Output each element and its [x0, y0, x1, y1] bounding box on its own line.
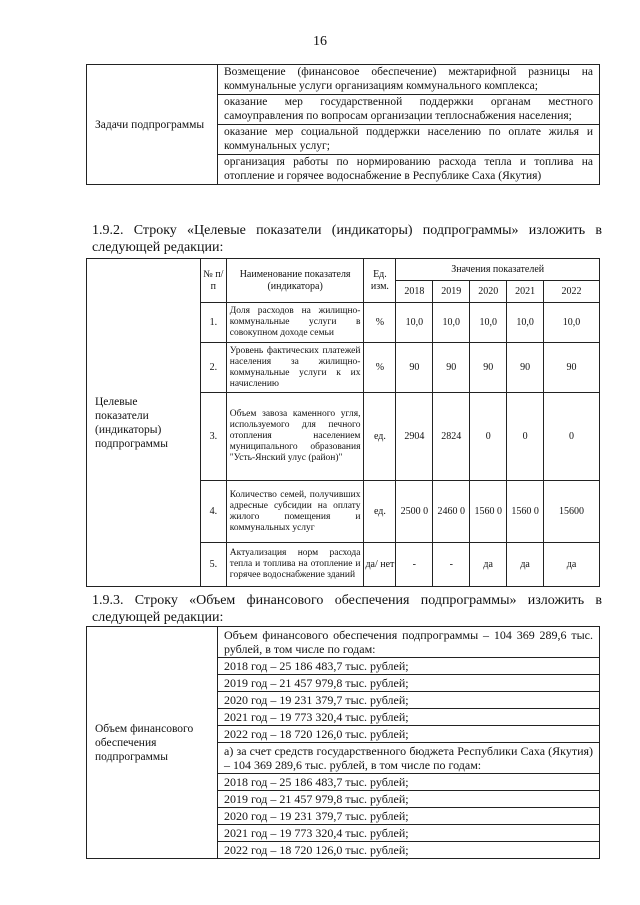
row-value: 0	[544, 393, 600, 481]
row-unit: да/ нет	[364, 543, 396, 587]
task-item: Возмещение (финансовое обеспечение) межтарифной разницы на коммунальные услуги организациям коммунального комплекса;	[218, 65, 599, 95]
row-value: 10,0	[544, 303, 600, 343]
col-num-header: № п/п	[200, 259, 226, 303]
row-name: Количество семей, получивших адресные субсидии на оплату жилого помещения и коммунальных услуг	[226, 481, 364, 543]
row-unit: ед.	[364, 481, 396, 543]
col-values-header: Значения показателей	[396, 259, 600, 281]
row-name: Уровень фактических платежей населения за жилищно-коммунальные услуги к их начислению	[226, 343, 364, 393]
year-header: 2018	[396, 281, 433, 303]
row-value: 90	[507, 343, 544, 393]
task-item: оказание мер государственной поддержки органам местного самоуправления по вопросам организации теплоснабжения населения;	[218, 95, 599, 125]
finance-table	[86, 626, 600, 859]
indicators-label: Целевые показатели (индикаторы) подпрограммы	[87, 259, 201, 587]
row-value: 2500 0	[396, 481, 433, 543]
tasks-list	[218, 65, 600, 185]
row-value: -	[433, 543, 470, 587]
row-value: 10,0	[433, 303, 470, 343]
finance-line: а) за счет средств государственного бюджета Республики Саха (Якутия) – 104 369 289,6 тыс. рублей, в том числе по годам:	[218, 743, 599, 774]
section-heading-193: 1.9.3. Строку «Объем финансового обеспечения подпрограммы» изложить в следующей редакции:	[92, 593, 602, 625]
row-value: 2904	[396, 393, 433, 481]
year-header: 2022	[544, 281, 600, 303]
row-value: 90	[396, 343, 433, 393]
task-item: оказание мер социальной поддержки населению по оплате жилья и коммунальных услуг;	[218, 125, 599, 155]
row-unit: %	[364, 303, 396, 343]
row-value: 15600	[544, 481, 600, 543]
row-num: 5.	[200, 543, 226, 587]
row-value: да	[507, 543, 544, 587]
row-num: 1.	[200, 303, 226, 343]
row-value: 1560 0	[470, 481, 507, 543]
row-num: 4.	[200, 481, 226, 543]
row-value: 1560 0	[507, 481, 544, 543]
row-value: 0	[507, 393, 544, 481]
finance-label: Объем финансового обеспечения подпрограммы	[87, 627, 218, 859]
row-value: да	[544, 543, 600, 587]
row-value: 10,0	[507, 303, 544, 343]
row-value: да	[470, 543, 507, 587]
finance-line: Объем финансового обеспечения подпрограммы – 104 369 289,6 тыс. рублей, в том числе по годам:	[218, 627, 599, 658]
finance-line: 2020 год – 19 231 379,7 тыс. рублей;	[218, 808, 599, 825]
year-header: 2019	[433, 281, 470, 303]
finance-line: 2020 год – 19 231 379,7 тыс. рублей;	[218, 692, 599, 709]
row-value: -	[396, 543, 433, 587]
col-name-header: Наименование показателя (индикатора)	[226, 259, 364, 303]
finance-line: 2022 год – 18 720 126,0 тыс. рублей;	[218, 726, 599, 743]
row-name: Доля расходов на жилищно-коммунальные услуги в совокупном доходе семьи	[226, 303, 364, 343]
task-item: организация работы по нормированию расхода тепла и топлива на отопление и горячее водоснабжение в Республике Саха (Якутия)	[224, 156, 593, 182]
tasks-label: Задачи подпрограммы	[87, 65, 218, 185]
row-value: 10,0	[396, 303, 433, 343]
row-num: 2.	[200, 343, 226, 393]
finance-line: 2021 год – 19 773 320,4 тыс. рублей;	[218, 825, 599, 842]
finance-line: 2019 год – 21 457 979,8 тыс. рублей;	[218, 675, 599, 692]
section-heading-192: 1.9.2. Строку «Целевые показатели (индикаторы) подпрограммы» изложить в следующей редакции:	[92, 223, 602, 255]
row-value: 2460 0	[433, 481, 470, 543]
row-unit: ед.	[364, 393, 396, 481]
row-value: 10,0	[470, 303, 507, 343]
row-name: Объем завоза каменного угля, используемого для печного отопления населением муниципального образования "Усть-Янский улус (район)"	[226, 393, 364, 481]
row-value: 90	[433, 343, 470, 393]
finance-line: 2022 год – 18 720 126,0 тыс. рублей;	[224, 843, 409, 857]
row-unit: %	[364, 343, 396, 393]
tasks-table	[86, 64, 600, 185]
row-value: 0	[470, 393, 507, 481]
row-value: 2824	[433, 393, 470, 481]
year-header: 2020	[470, 281, 507, 303]
year-header: 2021	[507, 281, 544, 303]
row-value: 90	[544, 343, 600, 393]
finance-line: 2018 год – 25 186 483,7 тыс. рублей;	[218, 774, 599, 791]
row-value: 90	[470, 343, 507, 393]
indicators-table	[86, 258, 600, 587]
row-name: Актуализация норм расхода тепла и топлива на отопление и горячее водоснабжение зданий	[226, 543, 364, 587]
page-number: 16	[313, 34, 327, 49]
finance-line: 2021 год – 19 773 320,4 тыс. рублей;	[218, 709, 599, 726]
col-unit-header: Ед. изм.	[364, 259, 396, 303]
row-num: 3.	[200, 393, 226, 481]
finance-lines	[218, 627, 600, 859]
finance-line: 2019 год – 21 457 979,8 тыс. рублей;	[218, 791, 599, 808]
finance-line: 2018 год – 25 186 483,7 тыс. рублей;	[218, 658, 599, 675]
